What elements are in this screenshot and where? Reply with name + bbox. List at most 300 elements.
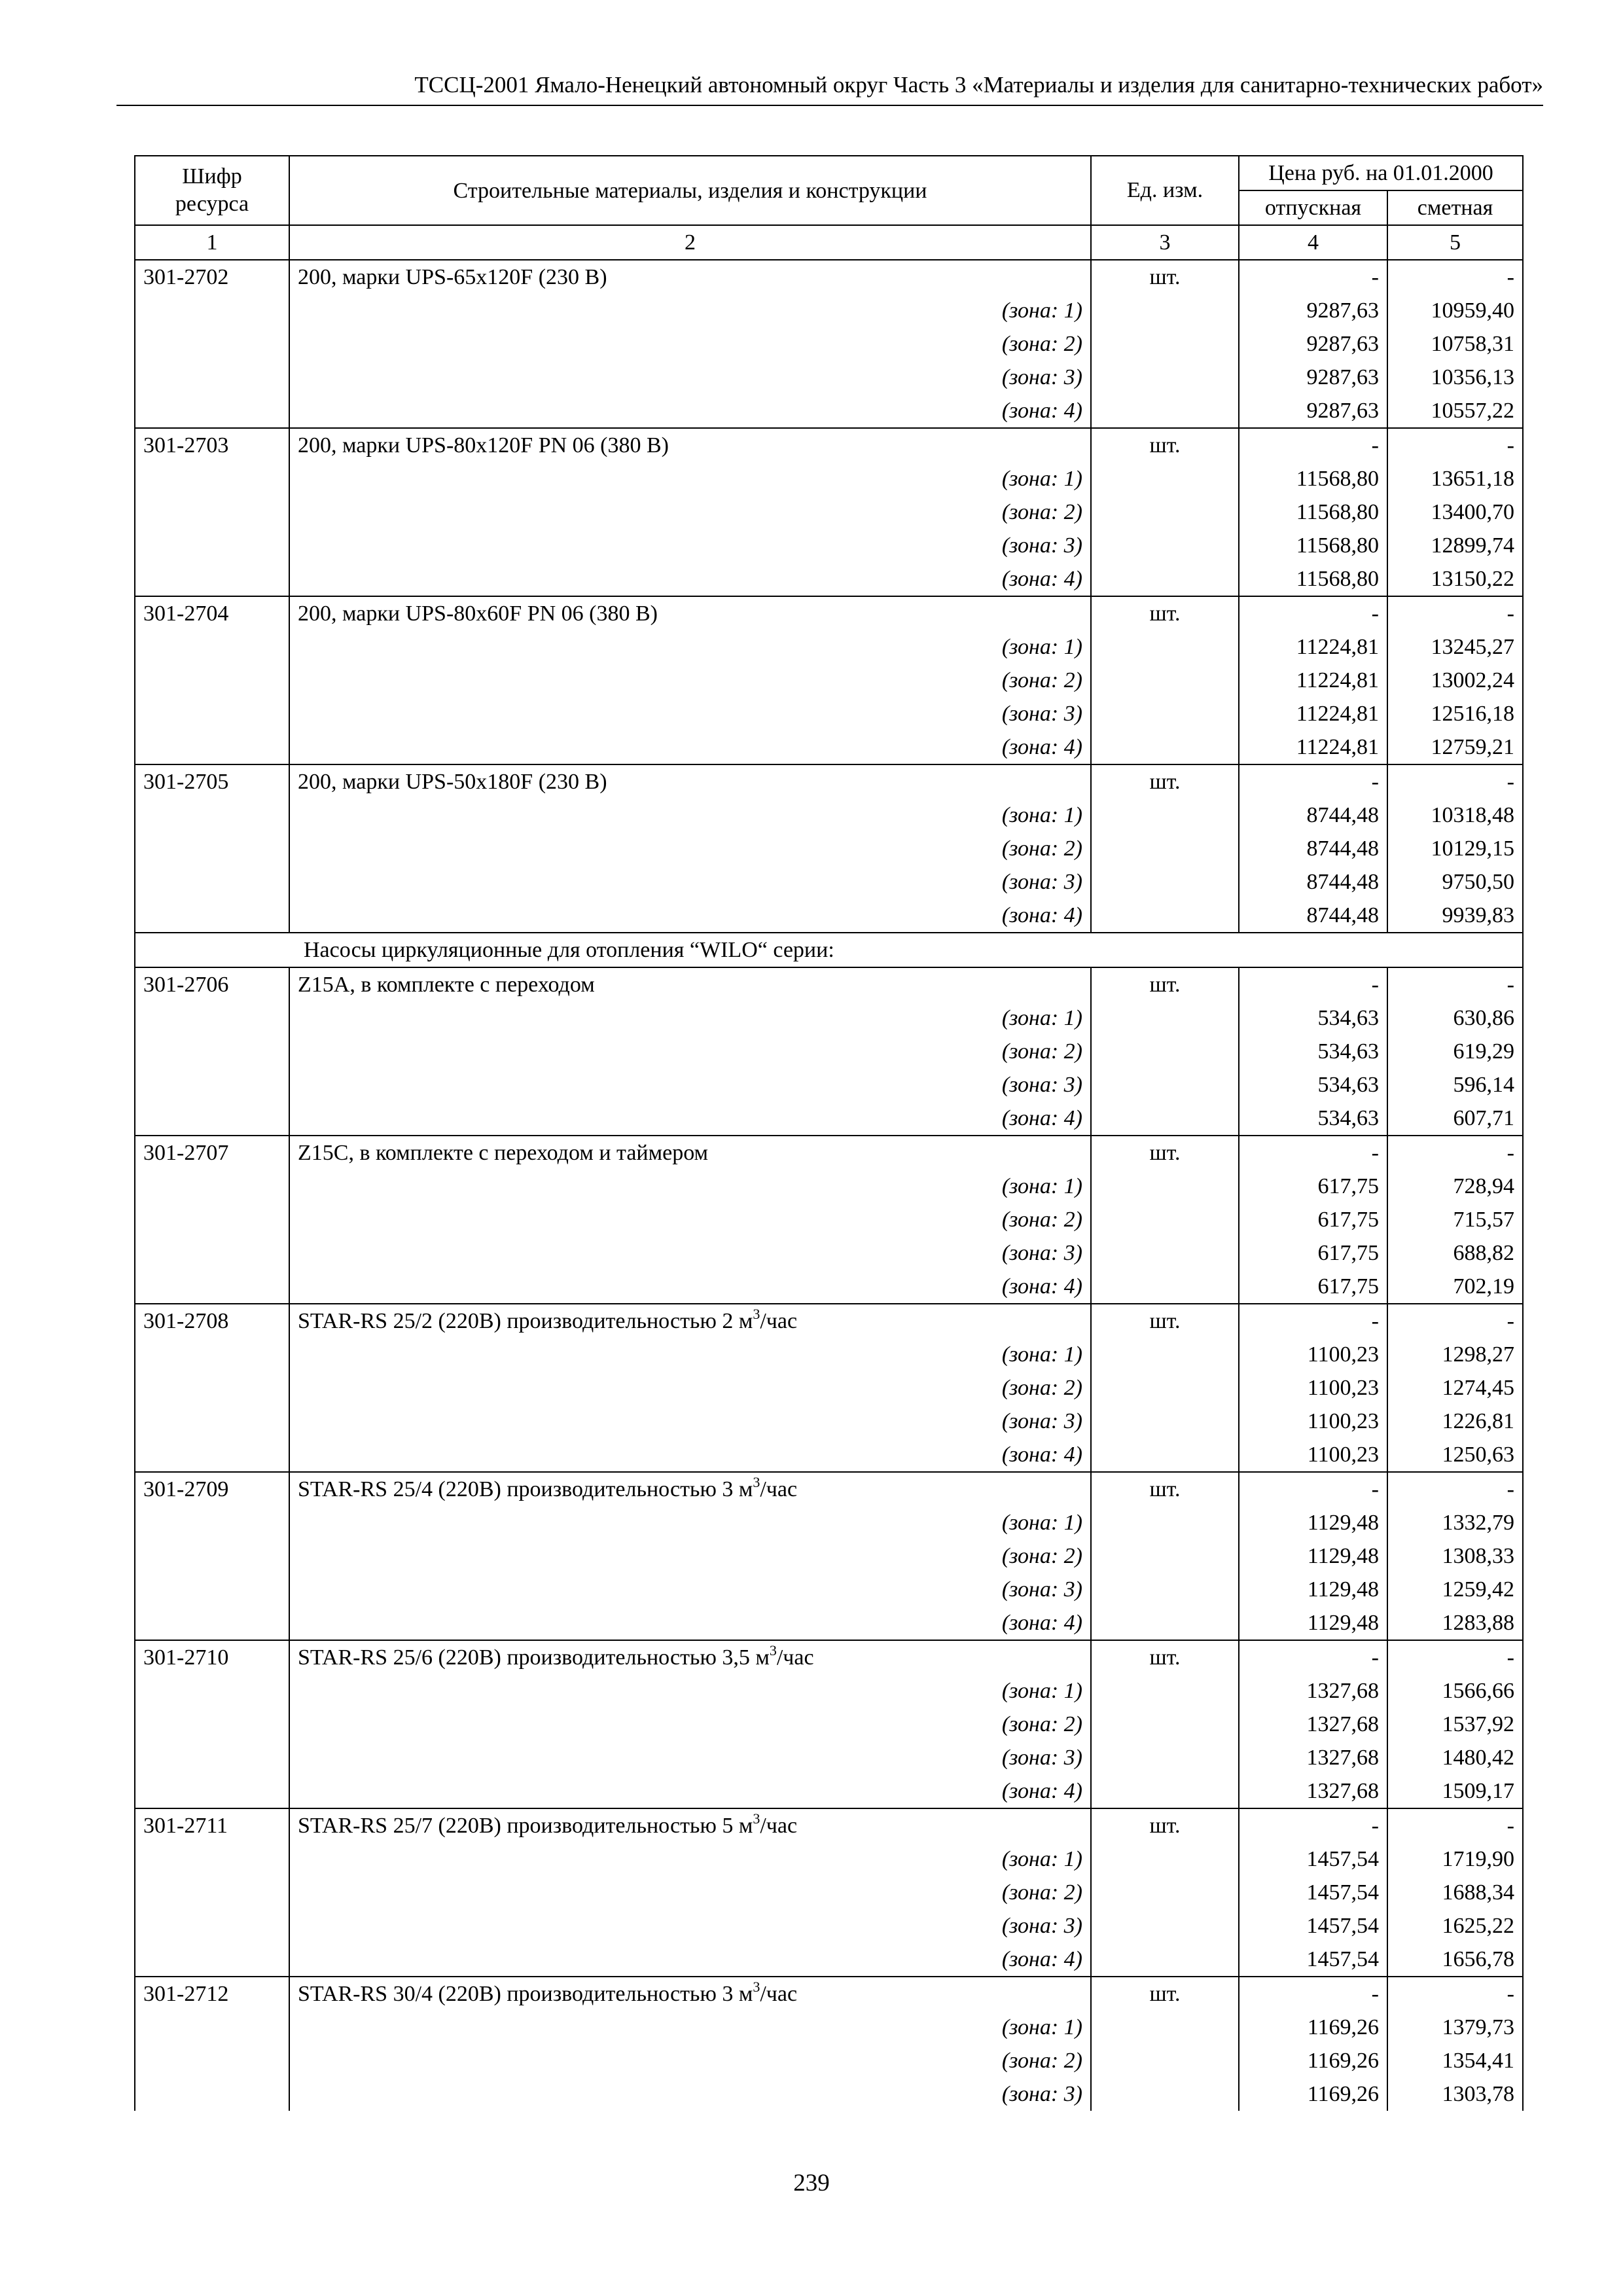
zone-row [135,1774,1523,1808]
release-price: 1169,26 [1239,2077,1387,2111]
zone-label: (зона: 4) [289,1438,1091,1472]
zone-row [135,1943,1523,1977]
material-name-text: STAR-RS 25/7 (220В) производительностью 5 м [298,1814,753,1838]
empty-cell [1091,1203,1239,1236]
material-name-text: STAR-RS 25/2 (220В) производительностью 2 м [298,1309,753,1333]
estimate-price: 1509,17 [1387,1774,1523,1808]
zone-label: (зона: 3) [289,1405,1091,1438]
estimate-price: - [1387,1808,1523,1842]
release-price: 1129,48 [1239,1506,1387,1539]
release-price: 617,75 [1239,1236,1387,1270]
section-title: Насосы циркуляционные для отопления “WILO“ серии: [289,933,1523,967]
zone-label: (зона: 3) [289,1236,1091,1270]
empty-cell [135,462,289,495]
page-number: 239 [793,2170,830,2197]
empty-cell [1091,1573,1239,1606]
unit-of-measure: шт. [1091,1977,1239,2011]
release-price: 1129,48 [1239,1539,1387,1573]
estimate-price: 13150,22 [1387,562,1523,596]
empty-cell [1091,1001,1239,1035]
column-number: 5 [1387,225,1523,260]
zone-row [135,1539,1523,1573]
release-price: 1327,68 [1239,1741,1387,1774]
unit-of-measure: шт. [1091,1808,1239,1842]
zone-label: (зона: 4) [289,562,1091,596]
release-price: - [1239,967,1387,1001]
material-name-text: 200, марки UPS-80x60F PN 06 (380 В) [298,601,658,626]
resource-code: 301-2710 [135,1640,289,1674]
material-name-text: Z15C, в комплекте с переходом и таймером [298,1141,709,1165]
zone-label: (зона: 4) [289,1943,1091,1977]
estimate-price: 1274,45 [1387,1371,1523,1405]
material-name [289,1304,1091,1338]
empty-cell [1091,730,1239,764]
table-row [135,1136,1523,1170]
zone-label: (зона: 2) [289,495,1091,529]
release-price: 11224,81 [1239,697,1387,730]
estimate-price: 1354,41 [1387,2044,1523,2077]
header-release-price: отпускная [1239,190,1387,225]
zone-row [135,1909,1523,1943]
zone-label: (зона: 1) [289,1170,1091,1203]
material-name-text: STAR-RS 30/4 (220В) производительностью 3 м [298,1982,753,2006]
table-row [135,1977,1523,2011]
zone-label: (зона: 1) [289,1842,1091,1876]
empty-cell [135,1539,289,1573]
price-table [134,155,1524,2111]
estimate-price: 10959,40 [1387,294,1523,327]
estimate-price: 1250,63 [1387,1438,1523,1472]
release-price: 1457,54 [1239,1842,1387,1876]
estimate-price: - [1387,1977,1523,2011]
material-name [289,260,1091,294]
resource-code: 301-2712 [135,1977,289,2011]
estimate-price: 12516,18 [1387,697,1523,730]
zone-row [135,1405,1523,1438]
zone-row [135,798,1523,832]
release-price: 11224,81 [1239,730,1387,764]
empty-cell [135,1909,289,1943]
empty-cell [135,1102,289,1136]
estimate-price: - [1387,428,1523,462]
unit-of-measure: шт. [1091,1136,1239,1170]
material-name-suffix: /час [760,1477,798,1501]
zone-label: (зона: 3) [289,1741,1091,1774]
empty-cell [135,1606,289,1640]
unit-exponent: 3 [753,1306,760,1322]
empty-cell [135,1708,289,1741]
unit-of-measure: шт. [1091,428,1239,462]
zone-row [135,1203,1523,1236]
zone-label: (зона: 2) [289,2044,1091,2077]
zone-row [135,2011,1523,2044]
zone-label: (зона: 4) [289,1102,1091,1136]
release-price: 534,63 [1239,1001,1387,1035]
empty-cell [1091,1774,1239,1808]
empty-cell [135,1438,289,1472]
zone-label: (зона: 4) [289,394,1091,428]
empty-cell [135,697,289,730]
release-price: 8744,48 [1239,832,1387,865]
table-row [135,1472,1523,1506]
zone-label: (зона: 1) [289,294,1091,327]
zone-label: (зона: 2) [289,1708,1091,1741]
empty-cell [1091,529,1239,562]
zone-label: (зона: 1) [289,1338,1091,1371]
estimate-price: 10758,31 [1387,327,1523,361]
zone-row [135,1438,1523,1472]
release-price: 1457,54 [1239,1876,1387,1909]
zone-label: (зона: 4) [289,899,1091,933]
zone-row [135,294,1523,327]
zone-row [135,495,1523,529]
zone-label: (зона: 1) [289,630,1091,664]
empty-cell [135,1876,289,1909]
empty-cell [1091,1606,1239,1640]
release-price: 617,75 [1239,1203,1387,1236]
zone-row [135,899,1523,933]
column-number: 3 [1091,225,1239,260]
release-price: 1129,48 [1239,1573,1387,1606]
header-name: Строительные материалы, изделия и конструкции [289,156,1091,225]
estimate-price: 702,19 [1387,1270,1523,1304]
estimate-price: 1226,81 [1387,1405,1523,1438]
empty-cell [135,2044,289,2077]
release-price: 1457,54 [1239,1909,1387,1943]
release-price: - [1239,596,1387,630]
empty-cell [1091,2044,1239,2077]
estimate-price: 13651,18 [1387,462,1523,495]
zone-label: (зона: 4) [289,1774,1091,1808]
zone-label: (зона: 4) [289,1606,1091,1640]
empty-cell [1091,1708,1239,1741]
empty-cell [1091,1068,1239,1102]
section-row [135,933,1523,967]
release-price: - [1239,1977,1387,2011]
estimate-price: 1625,22 [1387,1909,1523,1943]
empty-cell [1091,1842,1239,1876]
empty-cell [1091,1035,1239,1068]
empty-cell [1091,1741,1239,1774]
estimate-price: 619,29 [1387,1035,1523,1068]
empty-cell [1091,1170,1239,1203]
release-price: 9287,63 [1239,394,1387,428]
empty-cell [1091,394,1239,428]
zone-label: (зона: 2) [289,1035,1091,1068]
empty-cell [135,529,289,562]
estimate-price: 9750,50 [1387,865,1523,899]
empty-cell [1091,2011,1239,2044]
zone-row [135,1674,1523,1708]
zone-row [135,697,1523,730]
header-unit: Ед. изм. [1091,156,1239,225]
empty-cell [135,1035,289,1068]
estimate-price: 10318,48 [1387,798,1523,832]
table-row [135,1640,1523,1674]
resource-code: 301-2704 [135,596,289,630]
zone-row [135,1035,1523,1068]
estimate-price: 688,82 [1387,1236,1523,1270]
empty-cell [1091,1539,1239,1573]
material-name-text: 200, марки UPS-80x120F PN 06 (380 В) [298,433,669,457]
empty-cell [1091,1102,1239,1136]
empty-cell [135,1170,289,1203]
zone-row [135,1506,1523,1539]
estimate-price: 1298,27 [1387,1338,1523,1371]
zone-label: (зона: 3) [289,1909,1091,1943]
zone-row [135,865,1523,899]
unit-exponent: 3 [753,1810,760,1827]
zone-row [135,1573,1523,1606]
table-row [135,428,1523,462]
estimate-price: 13245,27 [1387,630,1523,664]
release-price: 534,63 [1239,1035,1387,1068]
table-row [135,596,1523,630]
release-price: 1327,68 [1239,1774,1387,1808]
zone-label: (зона: 1) [289,462,1091,495]
estimate-price: 1656,78 [1387,1943,1523,1977]
estimate-price: 715,57 [1387,1203,1523,1236]
release-price: 1129,48 [1239,1606,1387,1640]
estimate-price: - [1387,1304,1523,1338]
zone-row [135,1068,1523,1102]
release-price: - [1239,1808,1387,1842]
empty-cell [1091,899,1239,933]
unit-exponent: 3 [753,1979,760,1995]
estimate-price: - [1387,764,1523,798]
release-price: - [1239,1304,1387,1338]
release-price: 11568,80 [1239,562,1387,596]
zone-label: (зона: 3) [289,361,1091,394]
header-estimate-price: сметная [1387,190,1523,225]
zone-row [135,2077,1523,2111]
empty-cell [1091,327,1239,361]
empty-cell [1091,798,1239,832]
empty-cell [135,1203,289,1236]
estimate-price: 1719,90 [1387,1842,1523,1876]
zone-row [135,664,1523,697]
zone-label: (зона: 3) [289,697,1091,730]
estimate-price: 1688,34 [1387,1876,1523,1909]
estimate-price: 9939,83 [1387,899,1523,933]
estimate-price: 1379,73 [1387,2011,1523,2044]
unit-of-measure: шт. [1091,967,1239,1001]
material-name [289,596,1091,630]
estimate-price: - [1387,1472,1523,1506]
estimate-price: - [1387,260,1523,294]
release-price: 534,63 [1239,1102,1387,1136]
zone-row [135,1708,1523,1741]
resource-code: 301-2706 [135,967,289,1001]
empty-cell [1091,294,1239,327]
empty-cell [135,394,289,428]
release-price: 1100,23 [1239,1371,1387,1405]
release-price: 9287,63 [1239,294,1387,327]
material-name [289,967,1091,1001]
empty-cell [1091,462,1239,495]
zone-row [135,1170,1523,1203]
table-row [135,1304,1523,1338]
empty-cell [135,562,289,596]
empty-cell [1091,1270,1239,1304]
zone-row [135,1236,1523,1270]
zone-row [135,1102,1523,1136]
empty-cell [135,1741,289,1774]
unit-of-measure: шт. [1091,1304,1239,1338]
zone-row [135,529,1523,562]
zone-row [135,1876,1523,1909]
zone-row [135,1371,1523,1405]
release-price: 1457,54 [1239,1943,1387,1977]
zone-label: (зона: 1) [289,1674,1091,1708]
release-price: 617,75 [1239,1270,1387,1304]
empty-cell [1091,1909,1239,1943]
empty-cell [135,327,289,361]
estimate-price: 13002,24 [1387,664,1523,697]
empty-cell [1091,1405,1239,1438]
release-price: 9287,63 [1239,327,1387,361]
column-number: 4 [1239,225,1387,260]
table-section [135,933,1523,967]
material-name-text: Z15A, в комплекте с переходом [298,973,595,997]
estimate-price: 728,94 [1387,1170,1523,1203]
resource-code: 301-2709 [135,1472,289,1506]
empty-cell [1091,562,1239,596]
release-price: 9287,63 [1239,361,1387,394]
release-price: - [1239,260,1387,294]
zone-label: (зона: 2) [289,832,1091,865]
resource-code: 301-2711 [135,1808,289,1842]
estimate-price: 630,86 [1387,1001,1523,1035]
material-name [289,1136,1091,1170]
empty-cell [1091,1506,1239,1539]
table-header [135,156,1523,260]
empty-cell [1091,1338,1239,1371]
empty-cell [135,832,289,865]
zone-row [135,1338,1523,1371]
release-price: 8744,48 [1239,865,1387,899]
estimate-price: 1259,42 [1387,1573,1523,1606]
release-price: 1169,26 [1239,2044,1387,2077]
zone-label: (зона: 2) [289,1203,1091,1236]
zone-label: (зона: 3) [289,529,1091,562]
material-name-suffix: /час [760,1982,798,2006]
empty-cell [1091,1876,1239,1909]
header-code: Шифр ресурса [135,156,289,225]
empty-cell [135,1270,289,1304]
unit-exponent: 3 [753,1474,760,1490]
zone-row [135,462,1523,495]
zone-row [135,1001,1523,1035]
table-body-pumps-ups [135,260,1523,933]
zone-label: (зона: 2) [289,1371,1091,1405]
release-price: 8744,48 [1239,899,1387,933]
release-price: 1327,68 [1239,1708,1387,1741]
empty-cell [135,1371,289,1405]
material-name [289,764,1091,798]
material-name-text: 200, марки UPS-65x120F (230 В) [298,265,607,289]
table-row [135,260,1523,294]
zone-label: (зона: 1) [289,798,1091,832]
running-header: ТССЦ-2001 Ямало-Ненецкий автономный округ Часть 3 «Материалы и изделия для санитарно-технических работ» [414,72,1543,98]
empty-cell [135,1405,289,1438]
zone-row [135,394,1523,428]
release-price: - [1239,764,1387,798]
empty-cell [135,865,289,899]
empty-cell [135,730,289,764]
unit-of-measure: шт. [1091,1472,1239,1506]
resource-code: 301-2702 [135,260,289,294]
release-price: 1100,23 [1239,1405,1387,1438]
estimate-price: 1566,66 [1387,1674,1523,1708]
release-price: 11224,81 [1239,630,1387,664]
empty-cell [135,1001,289,1035]
material-name-suffix: /час [776,1645,814,1670]
header-price: Цена руб. на 01.01.2000 [1239,156,1523,190]
estimate-price: 607,71 [1387,1102,1523,1136]
estimate-price: 10557,22 [1387,394,1523,428]
material-name-suffix: /час [760,1814,798,1838]
release-price: 11568,80 [1239,462,1387,495]
empty-cell [1091,2077,1239,2111]
zone-label: (зона: 1) [289,2011,1091,2044]
zone-label: (зона: 4) [289,730,1091,764]
empty-cell [135,2011,289,2044]
zone-label: (зона: 1) [289,1506,1091,1539]
empty-cell [135,899,289,933]
table-row [135,1808,1523,1842]
release-price: 617,75 [1239,1170,1387,1203]
release-price: - [1239,428,1387,462]
release-price: 8744,48 [1239,798,1387,832]
estimate-price: 1332,79 [1387,1506,1523,1539]
estimate-price: 596,14 [1387,1068,1523,1102]
empty-cell [1091,832,1239,865]
empty-cell [135,361,289,394]
empty-cell [1091,1371,1239,1405]
empty-cell [1091,361,1239,394]
release-price: 1100,23 [1239,1338,1387,1371]
empty-cell [135,1068,289,1102]
zone-row [135,832,1523,865]
zone-row [135,2044,1523,2077]
zone-label: (зона: 3) [289,2077,1091,2111]
estimate-price: - [1387,1136,1523,1170]
empty-cell [1091,664,1239,697]
resource-code: 301-2707 [135,1136,289,1170]
unit-exponent: 3 [769,1642,777,1659]
estimate-price: 12759,21 [1387,730,1523,764]
table-body-pumps-wilo [135,967,1523,2111]
estimate-price: 12899,74 [1387,529,1523,562]
estimate-price: 13400,70 [1387,495,1523,529]
estimate-price: 1283,88 [1387,1606,1523,1640]
release-price: - [1239,1640,1387,1674]
empty-cell [135,630,289,664]
estimate-price: 10129,15 [1387,832,1523,865]
empty-cell [135,664,289,697]
empty-cell [135,1842,289,1876]
empty-cell [1091,630,1239,664]
material-name-text: STAR-RS 25/6 (220В) производительностью 3,5 м [298,1645,770,1670]
empty-cell [135,294,289,327]
release-price: - [1239,1136,1387,1170]
estimate-price: - [1387,596,1523,630]
empty-cell [1091,495,1239,529]
zone-row [135,730,1523,764]
empty-cell [135,1236,289,1270]
estimate-price: 10356,13 [1387,361,1523,394]
